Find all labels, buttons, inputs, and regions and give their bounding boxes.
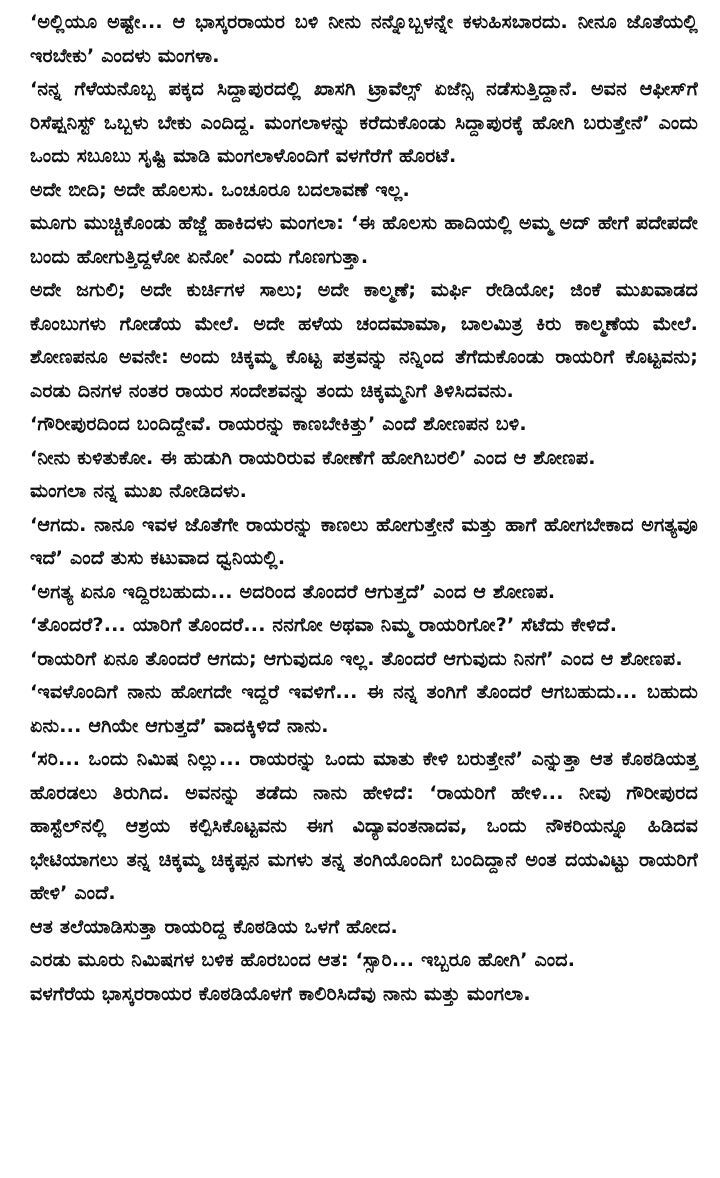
paragraph-14: ‘ಸರಿ... ಒಂದು ನಿಮಿಷ ನಿಲ್ಲು... ರಾಯರನ್ನು ಒಂದು ಮಾತು ಕೇಳಿ ಬರುತ್ತೇನೆ’ ಎನ್ನುತ್ತಾ ಆತ ಕೊಠಡಿಯತ್ತ ಹೊರಡಲು ತಿರುಗಿದ. ಅವನನ್ನು ತಡೆದು ನಾನು ಹೇಳಿದೆ: ‘ರಾಯರಿಗೆ ಹೇಳಿ... ನೀವು ಗೌರೀಪುರದ ಹಾಸ್ಟೆಲ್‌ನಲ್ಲಿ ಆಶ್ರಯ ಕಲ್ಪಿಸಿಕೊಟ್ಟವನು ಈಗ ವಿದ್ಯಾವಂತನಾದವ, ಒಂದು ನೌಕರಿಯನ್ನೂ ಹಿಡಿದವ ಭೇಟಿಯಾಗಲು ತನ್ನ ಚಿಕ್ಕಮ್ಮ ಚಿಕ್ಕಪ್ಪನ ಮಗಳು ತನ್ನ ತಂಗಿಯೊಂದಿಗೆ ಬಂದಿದ್ದಾನೆ ಅಂತ ದಯವಿಟ್ಟು ರಾಯರಿಗೆ ಹೇಳಿ’ ಎಂದೆ. (30, 748, 698, 904)
paragraph-16: ಎರಡು ಮೂರು ನಿಮಿಷಗಳ ಬಳಿಕ ಹೊರಬಂದ ಆತ: ‘ಸ್ಸಾರಿ... ಇಬ್ಬರೂ ಹೋಗಿ’ ಎಂದ. (30, 949, 576, 971)
paragraph-8: ಮಂಗಲಾ ನನ್ನ ಮುಖ ನೋಡಿದಳು. (30, 480, 248, 502)
paragraph-11: ‘ತೊಂದರೆ?... ಯಾರಿಗೆ ತೊಂದರೆ... ನನಗೋ ಅಥವಾ ನಿಮ್ಮ ರಾಯರಿಗೋ?’ ಸೆಟೆದು ಕೇಳಿದೆ. (30, 614, 618, 636)
paragraph-7: ‘ನೀನು ಕುಳಿತುಕೋ. ಈ ಹುಡುಗಿ ರಾಯರಿರುವ ಕೋಣೆಗೆ ಹೋಗಿಬರಲಿ’ ಎಂದ ಆ ಶೋಣಪ. (30, 446, 596, 469)
paragraph-13: ‘ಇವಳೊಂದಿಗೆ ನಾನು ಹೋಗದೇ ಇದ್ದರೆ ಇವಳಿಗೆ... ಈ ನನ್ನ ತಂಗಿಗೆ ತೊಂದರೆ ಆಗಬಹುದು... ಬಹುದು ಏನು... ಆಗಿಯೇ ಆಗುತ್ತದೆ’ ವಾದಕ್ಕಿಳಿದೆ ನಾನು. (30, 681, 698, 737)
paragraph-12: ‘ರಾಯರಿಗೆ ಏನೂ ತೊಂದರೆ ಆಗದು; ಆಗುವುದೂ ಇಲ್ಲ. ತೊಂದರೆ ಆಗುವುದು ನಿನಗೆ’ ಎಂದ ಆ ಶೋಣಪ. (30, 647, 683, 670)
paragraph-17: ವಳಗೆರೆಯ ಭಾಸ್ಕರರಾಯರ ಕೊಠಡಿಯೊಳಗೆ ಕಾಲಿರಿಸಿದೆವು ನಾನು ಮತ್ತು ಮಂಗಲಾ. (30, 982, 531, 1005)
paragraph-15: ಆತ ತಲೆಯಾಡಿಸುತ್ತಾ ರಾಯರಿದ್ದ ಕೊಠಡಿಯ ಒಳಗೆ ಹೋದ. (30, 915, 398, 938)
paragraph-6: ‘ಗೌರೀಪುರದಿಂದ ಬಂದಿದ್ದೇವೆ. ರಾಯರನ್ನು ಕಾಣಬೇಕಿತ್ತು’ ಎಂದೆ ಶೋಣಪನ ಬಳಿ. (30, 413, 527, 435)
paragraph-5: ಅದೇ ಜಗುಲಿ; ಅದೇ ಕುರ್ಚಿಗಳ ಸಾಲು; ಅದೇ ಕಾಲ್ಮಣೆ; ಮರ್ಫಿ ರೇಡಿಯೋ; ಜಿಂಕೆ ಮುಖವಾಡದ ಕೊಂಬುಗಳು ಗೋಡೆಯ ಮೇಲೆ. ಅದೇ ಹಳೆಯ ಚಂದಮಾಮಾ, ಬಾಲಮಿತ್ರ ಕಿರು ಕಾಲ್ಮಣೆಯ ಮೇಲೆ. ಶೋಣಪನೂ ಅವನೇ: ಅಂದು ಚಿಕ್ಕಮ್ಮ ಕೊಟ್ಟ ಪತ್ರವನ್ನು ನನ್ನಿಂದ ತೆಗೆದುಕೊಂಡು ರಾಯರಿಗೆ ಕೊಟ್ಟವನು; ಎರಡು ದಿನಗಳ ನಂತರ ರಾಯರ ಸಂದೇಶವನ್ನು ತಂದು ಚಿಕ್ಕಮ್ಮನಿಗೆ ತಿಳಿಸಿದವನು. (30, 279, 698, 402)
paragraph-3: ಅದೇ ಬೀದಿ; ಅದೇ ಹೊಲಸು. ಒಂಚೂರೂ ಬದಲಾವಣೆ ಇಲ್ಲ. (30, 178, 410, 201)
paragraph-4: ಮೂಗು ಮುಚ್ಚಿಕೊಂಡು ಹೆಜ್ಜೆ ಹಾಕಿದಳು ಮಂಗಲಾ: ‘ಈ ಹೊಲಸು ಹಾದಿಯಲ್ಲಿ ಅಮ್ಮ ಅದ್ ಹೇಗೆ ಪದೇಪದೇ ಬಂದು ಹೋಗುತ್ತಿದ್ದಳೋ ಏನೋ’ ಎಂದು ಗೊಣಗುತ್ತಾ. (30, 212, 698, 268)
paragraph-2: ‘ನನ್ನ ಗೆಳೆಯನೊಬ್ಬ ಪಕ್ಕದ ಸಿದ್ದಾಪುರದಲ್ಲಿ ಖಾಸಗಿ ಟ್ರಾವೆಲ್ಸ್ ಏಜೆನ್ಸಿ ನಡೆಸುತ್ತಿದ್ದಾನೆ. ಅವನ ಆಫೀಸ್‌ಗೆ ರಿಸೆಪ್ಷನಿಸ್ಟ್ ಒಬ್ಬಳು ಬೇಕು ಎಂದಿದ್ದ. ಮಂಗಲಾಳನ್ನು ಕರೆದುಕೊಂಡು ಸಿದ್ದಾಪುರಕ್ಕೆ ಹೋಗಿ ಬರುತ್ತೇನೆ’ ಎಂದು ಒಂದು ಸಬೂಬು ಸೃಷ್ಟಿ ಮಾಡಿ ಮಂಗಲಾಳೊಂದಿಗೆ ವಳಗೆರೆಗೆ ಹೊರಟೆ. (30, 78, 698, 167)
paragraph-9: ‘ಆಗದು. ನಾನೂ ಇವಳ ಜೊತೆಗೇ ರಾಯರನ್ನು ಕಾಣಲು ಹೋಗುತ್ತೇನೆ ಮತ್ತು ಹಾಗೆ ಹೋಗಬೇಕಾದ ಅಗತ್ಯವೂ ಇದೆ’ ಎಂದೆ ತುಸು ಕಟುವಾದ ಧ್ವನಿಯಲ್ಲಿ. (30, 513, 698, 569)
paragraph-10: ‘ಅಗತ್ಯ ಏನೂ ಇದ್ದಿರಬಹುದು... ಅದರಿಂದ ತೊಂದರೆ ಆಗುತ್ತದೆ’ ಎಂದ ಆ ಶೋಣಪ. (30, 580, 556, 603)
paragraph-1: ‘ಅಲ್ಲಿಯೂ ಅಷ್ಟೇ... ಆ ಭಾಸ್ಕರರಾಯರ ಬಳಿ ನೀನು ನನ್ನೊಬ್ಬಳನ್ನೇ ಕಳುಹಿಸಬಾರದು. ನೀನೂ ಜೊತೆಯಲ್ಲಿ ಇರಬೇಕು’ ಎಂದಳು ಮಂಗಳಾ. (30, 11, 698, 67)
